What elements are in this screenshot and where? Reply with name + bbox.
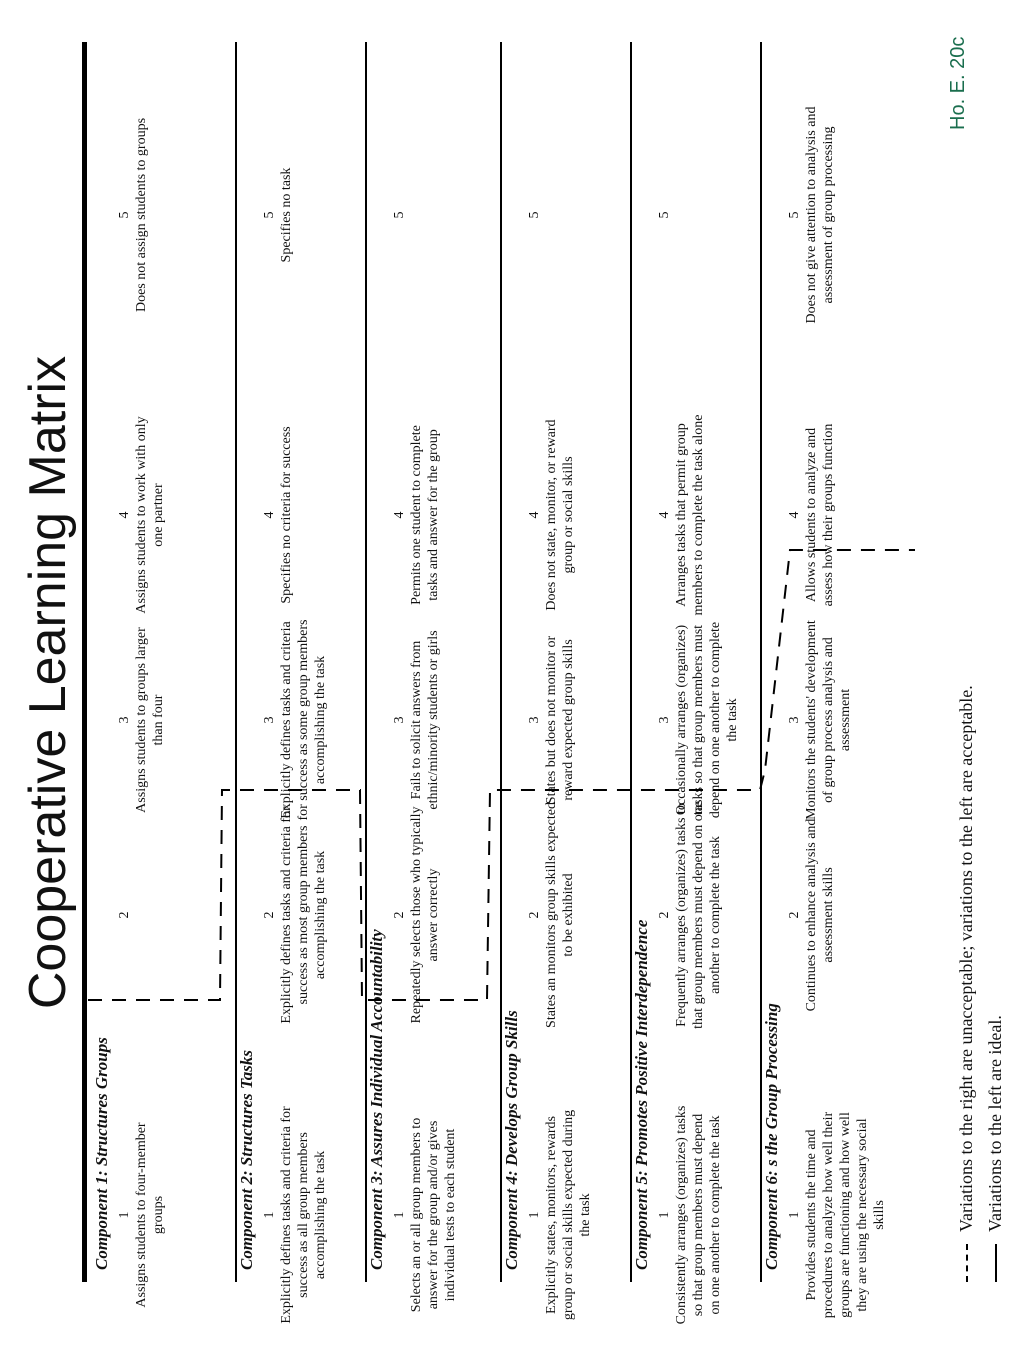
rating-cell: [786, 615, 854, 825]
rating-cell: [786, 1105, 888, 1325]
rating-description: States but does not monitor or reward expected group skills: [544, 635, 576, 805]
rating-number: 5: [527, 211, 542, 219]
rating-description: Monitors the students' development of group process analysis and assessment: [804, 620, 853, 820]
solid-line-icon: [995, 1244, 997, 1282]
rating-description: Does not give attention to analysis and assessment of group processing: [804, 106, 836, 324]
rating-cell: [526, 1105, 594, 1325]
rating-description: Continues to enhance analysis and assessment skills: [804, 818, 836, 1012]
legend-solid-text: Variations to the left are ideal.: [985, 1015, 1005, 1232]
rating-cell: [116, 100, 150, 330]
rating-cell: [261, 615, 329, 825]
rating-number: 1: [657, 1211, 672, 1219]
rating-cell: [391, 800, 442, 1030]
page-title: Cooperative Learning Matrix: [19, 355, 77, 1010]
rating-description: Selects an or all group members to answer for the group and/or gives individual tests to each student: [409, 1117, 458, 1313]
rating-number: 2: [392, 911, 407, 919]
rating-number: 2: [262, 911, 277, 919]
rating-cell: [116, 800, 133, 1030]
rating-cell: [526, 615, 577, 825]
rating-number: 4: [657, 511, 672, 519]
rating-cell: [261, 100, 295, 330]
rating-cell: [656, 410, 707, 620]
rating-cell: [786, 410, 837, 620]
rating-description: States an monitors group skills expected to be exhibited: [544, 802, 576, 1028]
legend-dashed-text: Variations to the right are unacceptable; variations to the left are acceptable.: [956, 685, 976, 1232]
rating-description: Explicitly defines tasks and criteria for success as all group members accomplishing the task: [279, 1106, 328, 1324]
rating-cell: [116, 1105, 167, 1325]
rating-cell: [786, 100, 837, 330]
rating-number: 2: [657, 911, 672, 919]
rating-number: 5: [392, 211, 407, 219]
rating-description: Explicitly defines tasks and criteria for success as most group members accomplishing the task: [279, 806, 328, 1024]
rating-description: Does not state, monitor, or reward group or social skills: [544, 419, 576, 611]
rating-number: 4: [527, 511, 542, 519]
rating-cell: [656, 800, 724, 1030]
rating-description: Permits one student to complete tasks and answer for the group: [409, 425, 441, 605]
rating-cell: [656, 1105, 724, 1325]
rating-cell: [116, 410, 167, 620]
rating-description: Fails to solicit answers from ethnic/minority students or girls: [409, 630, 441, 810]
rating-number: 3: [117, 716, 132, 724]
rating-cell: [656, 100, 673, 330]
rating-description: Frequently arranges (organizes) tasks to that group members must depend on one another to complete the task: [674, 801, 723, 1029]
rating-number: 3: [262, 716, 277, 724]
rating-description: Provides students the time and procedures to analyze how well their groups are functioning and how well they are using the necessary social skills: [804, 1111, 887, 1319]
rating-cell: [786, 800, 837, 1030]
rating-cell: [391, 100, 408, 330]
rating-number: 1: [117, 1211, 132, 1219]
rating-cell: [526, 800, 577, 1030]
rating-number: 4: [262, 511, 277, 519]
component-title: Component 1: Structures Groups: [92, 1037, 111, 1270]
rating-cell: [261, 1105, 329, 1325]
rating-number: 1: [787, 1211, 802, 1219]
rating-number: 3: [392, 716, 407, 724]
top-rule: [82, 42, 87, 1282]
rating-description: Allows students to analyze and assess how their groups function: [804, 423, 836, 607]
dashed-line-icon: [966, 1244, 968, 1282]
legend-solid: [981, 685, 1010, 1282]
rating-number: 5: [787, 211, 802, 219]
rating-number: 1: [527, 1211, 542, 1219]
rating-number: 3: [527, 716, 542, 724]
rating-cell: [526, 100, 543, 330]
rating-description: Does not assign students to groups: [134, 117, 149, 313]
legend: [952, 685, 1010, 1282]
component-title: Component 3: Assures Individual Accountability: [367, 929, 386, 1270]
rating-number: 5: [262, 211, 277, 219]
handout-code: Ho. E. 20c: [947, 36, 969, 130]
component-title: Component 5: Promotes Positive Interdependence: [632, 919, 651, 1270]
rating-number: 1: [392, 1211, 407, 1219]
legend-dashed: [952, 685, 981, 1282]
rating-number: 5: [657, 211, 672, 219]
rating-number: 5: [117, 211, 132, 219]
component-title: Component 6: s the Group Processing: [762, 1003, 781, 1270]
rating-number: 2: [117, 911, 132, 919]
rating-cell: [656, 615, 741, 825]
component-title: Component 4: Develops Group Skills: [502, 1010, 521, 1270]
rating-description: Arranges tasks that permit group members to complete the task alone: [674, 414, 706, 616]
rating-number: 3: [657, 716, 672, 724]
component-title: Component 2: Structures Tasks: [237, 1050, 256, 1270]
rating-number: 4: [787, 511, 802, 519]
rating-number: 4: [117, 511, 132, 519]
rating-description: Explicitly defines tasks and criteria for success as some group members accomplishing the task: [279, 619, 328, 821]
rating-cell: [116, 615, 167, 825]
rating-number: 2: [787, 911, 802, 919]
rating-description: Occasionally arranges (organizes) tasks so that group members must depend on one another to complete the task: [674, 621, 740, 819]
rating-description: Assigns students to four-member groups: [134, 1122, 166, 1308]
rating-cell: [261, 410, 295, 620]
rating-description: Specifies no task: [279, 167, 294, 263]
rating-description: Repeatedly selects those who typically answer correctly: [409, 806, 441, 1024]
rating-description: Assigns students to groups larger than four: [134, 627, 166, 813]
rating-number: 2: [527, 911, 542, 919]
rating-cell: [391, 1105, 459, 1325]
rating-cell: [261, 800, 329, 1030]
rating-number: 4: [392, 511, 407, 519]
rating-number: 3: [787, 716, 802, 724]
rating-cell: [526, 410, 577, 620]
rating-cell: [391, 615, 442, 825]
rating-description: Explicitly states, monitors, rewards group or social skills expected during the task: [544, 1109, 593, 1321]
rating-cell: [391, 410, 442, 620]
rating-number: 1: [262, 1211, 277, 1219]
rating-description: Specifies no criteria for success: [279, 426, 294, 604]
rating-description: Assigns students to work with only one partner: [134, 416, 166, 614]
rating-description: Consistently arranges (organizes) tasks so that group members must depend on one another to complete the task: [674, 1105, 723, 1325]
